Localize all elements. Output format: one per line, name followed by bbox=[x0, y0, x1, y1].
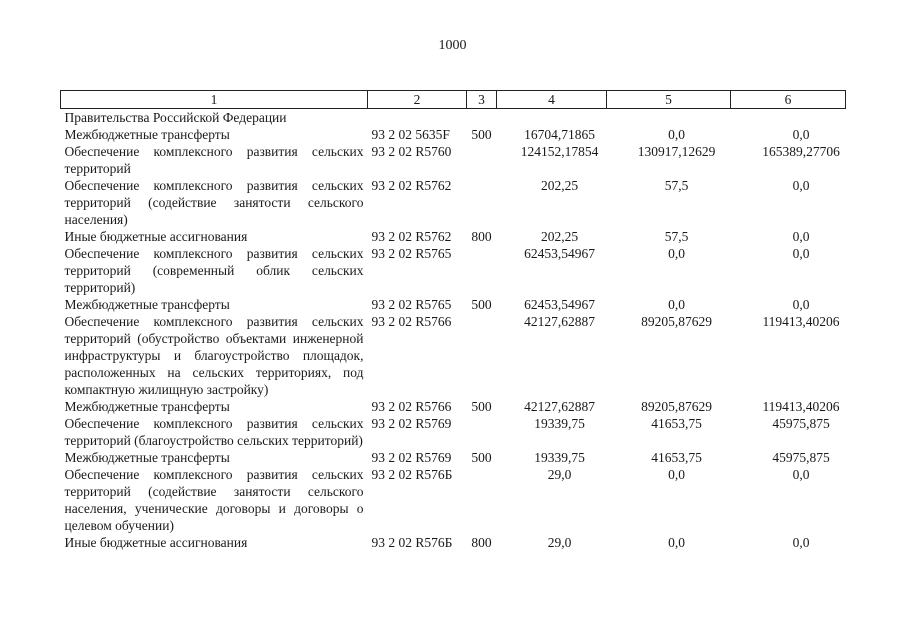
expense-type-cell bbox=[467, 109, 497, 127]
table-row bbox=[61, 126, 846, 143]
code-cell: 93 2 02 5635F bbox=[371, 127, 450, 142]
name-cell: Обеспечение комплексного развития сельских территорий (благоустройство сельских территорий) bbox=[64, 416, 364, 448]
amount-col4-cell: 29,0 bbox=[547, 535, 572, 550]
name-cell: Обеспечение комплексного развития сельских территорий (обустройство объектами инженерной инфраструктуры и благоустройство площадок, расположенных на сельских территориях, под компактную жилищную застройку) bbox=[64, 314, 364, 397]
code-cell: 93 2 02 R5765 bbox=[371, 297, 452, 312]
amount-col6-cell bbox=[731, 109, 846, 127]
column-header-5: 5 bbox=[607, 91, 731, 109]
amount-col5-cell: 41653,75 bbox=[651, 450, 702, 465]
expense-type-cell bbox=[467, 177, 497, 228]
amount-col4-cell: 202,25 bbox=[540, 229, 579, 244]
column-header-6: 6 bbox=[731, 91, 846, 109]
name-cell: Межбюджетные трансферты bbox=[64, 399, 230, 414]
expense-type-cell bbox=[467, 245, 497, 296]
amount-col6-cell: 0,0 bbox=[792, 467, 810, 482]
expense-type-cell: 500 bbox=[471, 399, 492, 414]
table-row bbox=[61, 143, 846, 177]
amount-col5-cell: 0,0 bbox=[668, 467, 685, 482]
name-cell: Межбюджетные трансферты bbox=[64, 297, 230, 312]
expense-type-cell: 500 bbox=[471, 450, 492, 465]
amount-col5-cell: 57,5 bbox=[664, 178, 689, 193]
amount-col5-cell: 0,0 bbox=[668, 127, 685, 142]
expense-type-cell bbox=[467, 466, 497, 534]
expense-type-cell bbox=[467, 143, 497, 177]
amount-col5-cell: 41653,75 bbox=[651, 416, 702, 431]
table-row bbox=[61, 313, 846, 398]
amount-col6-cell: 0,0 bbox=[792, 297, 810, 312]
code-cell: 93 2 02 R5766 bbox=[371, 399, 452, 414]
amount-col4-cell: 62453,54967 bbox=[524, 297, 595, 312]
page-number: 1000 bbox=[438, 38, 467, 53]
amount-col4-cell: 42127,62887 bbox=[524, 399, 595, 414]
header-row bbox=[61, 91, 846, 109]
amount-col4-cell: 29,0 bbox=[547, 467, 572, 482]
name-cell: Правительства Российской Федерации bbox=[64, 110, 287, 125]
code-cell: 93 2 02 R576Б bbox=[371, 467, 453, 482]
code-cell: 93 2 02 R5769 bbox=[371, 416, 452, 431]
expense-type-cell: 500 bbox=[471, 127, 492, 142]
code-cell: 93 2 02 R5762 bbox=[371, 229, 452, 244]
amount-col6-cell: 119413,40206 bbox=[762, 314, 840, 329]
amount-col4-cell: 202,25 bbox=[540, 178, 579, 193]
name-cell: Иные бюджетные ассигнования bbox=[64, 535, 248, 550]
amount-col6-cell: 45975,875 bbox=[772, 416, 830, 431]
column-header-4: 4 bbox=[497, 91, 607, 109]
code-cell: 93 2 02 R5762 bbox=[371, 178, 452, 193]
amount-col5-cell: 89205,87629 bbox=[641, 399, 712, 414]
amount-col6-cell: 119413,40206 bbox=[762, 399, 840, 414]
amount-col4-cell bbox=[497, 109, 607, 127]
column-header-2: 2 bbox=[368, 91, 467, 109]
amount-col4-cell: 19339,75 bbox=[534, 450, 585, 465]
table-row bbox=[61, 296, 846, 313]
code-cell: 93 2 02 R5760 bbox=[371, 144, 452, 159]
expense-type-cell: 800 bbox=[471, 229, 492, 244]
amount-col6-cell: 0,0 bbox=[792, 535, 810, 550]
table-row bbox=[61, 245, 846, 296]
amount-col4-cell: 42127,62887 bbox=[524, 314, 595, 329]
name-cell: Межбюджетные трансферты bbox=[64, 450, 230, 465]
budget-table bbox=[60, 90, 846, 551]
name-cell: Межбюджетные трансферты bbox=[64, 127, 230, 142]
amount-col5-cell bbox=[607, 109, 731, 127]
table-body bbox=[61, 109, 846, 552]
amount-col5-cell: 0,0 bbox=[668, 246, 685, 261]
amount-col4-cell: 62453,54967 bbox=[524, 246, 595, 261]
table-row bbox=[61, 228, 846, 245]
table-row bbox=[61, 466, 846, 534]
table-row bbox=[61, 109, 846, 127]
amount-col4-cell: 16704,71865 bbox=[524, 127, 595, 142]
name-cell: Обеспечение комплексного развития сельских территорий bbox=[64, 144, 364, 176]
table-row bbox=[61, 534, 846, 551]
amount-col6-cell: 0,0 bbox=[792, 229, 810, 244]
amount-col6-cell: 0,0 bbox=[792, 178, 810, 193]
code-cell: 93 2 02 R5765 bbox=[371, 246, 452, 261]
code-cell: 93 2 02 R5766 bbox=[371, 314, 452, 329]
expense-type-cell bbox=[467, 415, 497, 449]
table-row bbox=[61, 415, 846, 449]
amount-col6-cell: 165389,27706 bbox=[762, 144, 840, 159]
amount-col4-cell: 19339,75 bbox=[534, 416, 585, 431]
name-cell: Обеспечение комплексного развития сельских территорий (современный облик сельских территорий) bbox=[64, 246, 364, 295]
table-row bbox=[61, 449, 846, 466]
column-header-1: 1 bbox=[61, 91, 368, 109]
amount-col5-cell: 0,0 bbox=[668, 297, 685, 312]
name-cell: Иные бюджетные ассигнования bbox=[64, 229, 248, 244]
amount-col5-cell: 130917,12629 bbox=[637, 144, 716, 159]
table-row bbox=[61, 177, 846, 228]
table-row bbox=[61, 398, 846, 415]
amount-col5-cell: 89205,87629 bbox=[641, 314, 712, 329]
amount-col4-cell: 124152,17854 bbox=[520, 144, 599, 159]
column-header-3: 3 bbox=[467, 91, 497, 109]
amount-col6-cell: 0,0 bbox=[792, 127, 810, 142]
expense-type-cell: 500 bbox=[471, 297, 492, 312]
table-header bbox=[61, 91, 846, 109]
code-cell: 93 2 02 R576Б bbox=[371, 535, 453, 550]
amount-col6-cell: 45975,875 bbox=[772, 450, 830, 465]
amount-col5-cell: 57,5 bbox=[664, 229, 689, 244]
expense-type-cell: 800 bbox=[471, 535, 492, 550]
code-cell: 93 2 02 R5769 bbox=[371, 450, 452, 465]
name-cell: Обеспечение комплексного развития сельских территорий (содействие занятости сельского населения) bbox=[64, 178, 364, 227]
name-cell: Обеспечение комплексного развития сельских территорий (содействие занятости сельского населения, ученические договоры и договоры о целевом обучении) bbox=[64, 467, 364, 533]
expense-type-cell bbox=[467, 313, 497, 398]
amount-col5-cell: 0,0 bbox=[668, 535, 685, 550]
amount-col6-cell: 0,0 bbox=[792, 246, 810, 261]
code-cell bbox=[368, 109, 467, 127]
